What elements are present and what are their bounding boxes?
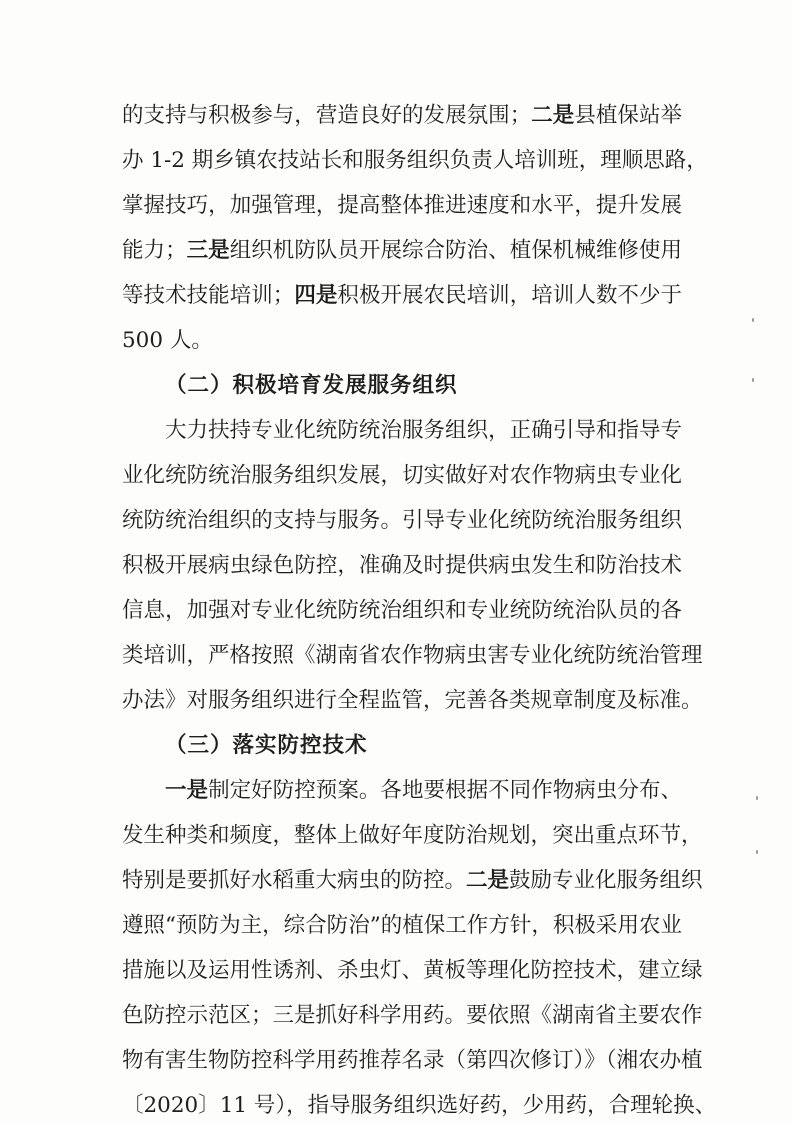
text-run: 组织机防队员开展综合防治、植保机械维修使用 [229, 238, 682, 263]
para2-line-7: 办法》对服务组织进行全程监管，完善各类规章制度及标准。 [122, 688, 703, 713]
section-heading-3: （三）落实防控技术 [165, 733, 368, 758]
text-run: 制定好防控预案。各地要根据不同作物病虫分布、 [208, 778, 682, 803]
para2-line-4: 积极开展病虫绿色防控，准确及时提供病虫发生和防治技术 [122, 553, 682, 578]
para1-line-6: 500 人。 [122, 328, 213, 353]
keyword-run: 二是 [531, 103, 575, 128]
para3-line-1 [165, 773, 682, 809]
para3-line-8: 〔2020〕11 号），指导服务组织选好药，少用药，合理轮换、 [122, 1093, 717, 1118]
para1-line-5 [122, 278, 682, 314]
text-run: 等技术技能培训； [122, 283, 295, 308]
para1-line-3: 掌握技巧，加强管理，提高整体推进速度和水平，提升发展 [122, 193, 682, 218]
para1-line-4 [122, 233, 682, 269]
para2-line-5: 信息，加强对专业化统防统治组织和专业统防统治队员的各 [122, 598, 682, 623]
para1-line-1 [122, 98, 682, 134]
para2-line-3: 统防统治组织的支持与服务。引导专业化统防统治服务组织 [122, 508, 682, 533]
scan-speck [752, 318, 754, 322]
para3-line-6: 色防控示范区；三是抓好科学用药。要依照《湖南省主要农作 [122, 1003, 703, 1028]
text-run: 的支持与积极参与，营造良好的发展氛围； [122, 103, 532, 128]
para2-line-2: 业化统防统治服务组织发展，切实做好对农作物病虫专业化 [122, 463, 682, 488]
para3-line-7: 物有害生物防控科学用药推荐名录（第四次修订）》（湘农办植 [122, 1048, 703, 1073]
para3-line-2: 发生种类和频度，整体上做好年度防治规划，突出重点环节， [122, 823, 703, 848]
para2-line-6: 类培训，严格按照《湖南省农作物病虫害专业化统防统治管理 [122, 643, 703, 668]
para3-line-4: 遵照“预防为主，综合防治”的植保工作方针，积极采用农业 [122, 913, 682, 938]
text-run: 积极开展农民培训，培训人数不少于 [337, 283, 682, 308]
section-heading-2: （二）积极培育发展服务组织 [165, 373, 458, 398]
keyword-run: 二是 [466, 868, 510, 893]
para1-line-2: 办 1-2 期乡镇农技站长和服务组织负责人培训班，理顺思路， [122, 148, 708, 173]
scan-speck [756, 796, 758, 800]
scan-speck [752, 378, 754, 382]
scan-speck [756, 850, 758, 854]
text-run: 特别是要抓好水稻重大病虫的防控。 [122, 868, 467, 893]
keyword-run: 四是 [294, 283, 338, 308]
para2-line-1: 大力扶持专业化统防统治服务组织，正确引导和指导专 [165, 418, 682, 443]
text-run: 鼓励专业化服务组织 [509, 868, 703, 893]
text-run: 能力； [122, 238, 187, 263]
para3-line-3 [122, 863, 703, 899]
keyword-run: 三是 [186, 238, 230, 263]
para3-line-5: 措施以及运用性诱剂、杀虫灯、黄板等理化防控技术，建立绿 [122, 958, 703, 983]
keyword-run: 一是 [165, 778, 209, 803]
text-run: 县植保站举 [574, 103, 682, 128]
